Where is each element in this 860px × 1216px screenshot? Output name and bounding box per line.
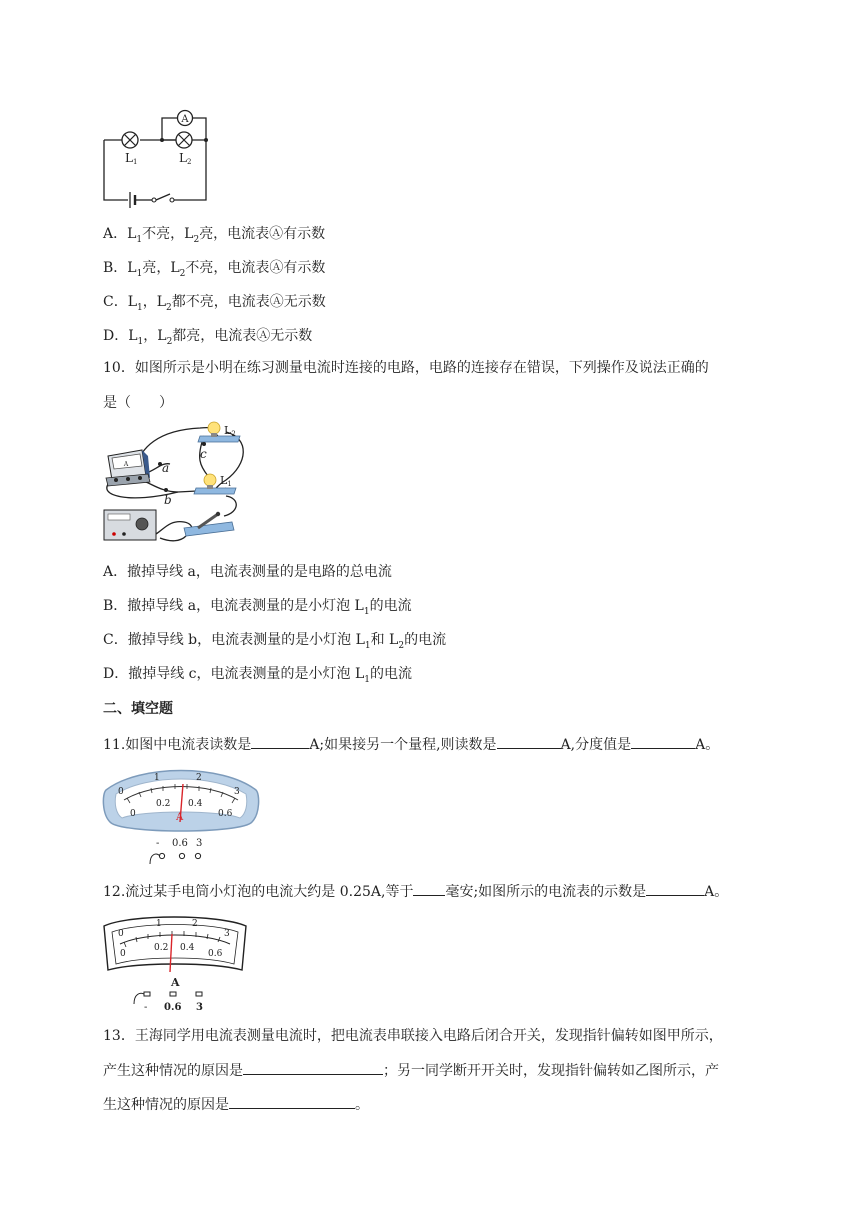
q10-option-a[interactable]: A．撤掉导线 a，电流表测量的是电路的总电流 xyxy=(103,564,392,580)
svg-text:3: 3 xyxy=(234,787,240,797)
svg-text:L1: L1 xyxy=(220,474,232,488)
svg-text:3: 3 xyxy=(196,1002,203,1013)
svg-text:L2: L2 xyxy=(224,424,236,438)
svg-text:-: - xyxy=(144,1002,148,1013)
svg-text:0: 0 xyxy=(120,949,126,959)
svg-text:A: A xyxy=(123,461,129,468)
q11-blank-2[interactable] xyxy=(497,734,561,749)
svg-text:A: A xyxy=(181,114,189,125)
circuit-photo-q10 xyxy=(100,418,250,550)
q12-stem: 12.流过某手电筒小灯泡的电流大约是 0.25A,等于 毫安;如图所示的电流表的示数是 A。 xyxy=(103,881,728,902)
q13-blank-1[interactable] xyxy=(243,1060,383,1075)
svg-text:1: 1 xyxy=(154,773,160,783)
svg-text:0.4: 0.4 xyxy=(180,943,195,953)
ammeter-figure-q11 xyxy=(100,760,262,868)
svg-text:1: 1 xyxy=(156,919,162,929)
ammeter-figure-q12 xyxy=(100,906,250,1014)
svg-text:2: 2 xyxy=(192,919,198,929)
q12-blank-1[interactable] xyxy=(413,881,445,896)
q13-blank-2[interactable] xyxy=(229,1094,355,1109)
svg-text:0.2: 0.2 xyxy=(156,799,171,809)
svg-text:0: 0 xyxy=(118,929,124,939)
svg-text:0: 0 xyxy=(118,787,124,797)
svg-text:0.6: 0.6 xyxy=(164,1002,182,1013)
q10-stem-line2: 是（ ） xyxy=(103,395,173,411)
q11-blank-3[interactable] xyxy=(631,734,695,749)
lamp-l1-icon xyxy=(122,132,138,148)
svg-text:-: - xyxy=(156,838,160,849)
svg-text:0.6: 0.6 xyxy=(208,949,223,959)
svg-text:3: 3 xyxy=(224,929,230,939)
q10-stem-line1: 10．如图所示是小明在练习测量电流时连接的电路，电路的连接存在错误，下列操作及说法正确的 xyxy=(103,360,709,376)
svg-text:2: 2 xyxy=(196,773,202,783)
q10-option-c[interactable]: C．撤掉导线 b，电流表测量的是小灯泡 $L_1$和 $L_2$的电流 xyxy=(103,632,447,651)
svg-text:A: A xyxy=(171,976,180,989)
ammeter-device-icon xyxy=(106,450,150,486)
svg-text:0.4: 0.4 xyxy=(188,799,203,809)
circuit-figure-q9 xyxy=(100,104,212,212)
ammeter-icon xyxy=(178,111,193,126)
q13-stem-line1: 13．王海同学用电流表测量电流时，把电流表串联接入电路后闭合开关，发现指针偏转如图甲所示， xyxy=(103,1028,723,1044)
q9-option-c[interactable]: C．$L_1$，$L_2$都不亮，电流表Ⓐ无示数 xyxy=(103,294,326,313)
svg-text:3: 3 xyxy=(196,838,203,849)
svg-text:a: a xyxy=(162,461,170,475)
q10-option-d[interactable]: D．撤掉导线 c，电流表测量的是小灯泡 $L_1$的电流 xyxy=(103,666,412,685)
battery-icon xyxy=(130,192,135,208)
section-heading-fill-in: 二、填空题 xyxy=(103,701,173,717)
svg-text:c: c xyxy=(200,447,207,461)
q12-blank-2[interactable] xyxy=(646,881,704,896)
q13-stem-line2: 产生这种情况的原因是 ；另一同学断开开关时，发现指针偏转如乙图所示，产 xyxy=(103,1060,719,1081)
switch-icon xyxy=(152,198,156,202)
q10-option-b[interactable]: B．撤掉导线 a，电流表测量的是小灯泡 $L_1$的电流 xyxy=(103,598,412,617)
svg-text:b: b xyxy=(164,493,172,507)
q13-stem-line3: 生这种情况的原因是 。 xyxy=(103,1094,369,1115)
svg-text:0.6: 0.6 xyxy=(172,838,188,849)
q11-stem: 11.如图中电流表读数是 A;如果接另一个量程,则读数是 A,分度值是 A。 xyxy=(103,734,719,755)
power-supply-icon xyxy=(104,510,156,540)
svg-text:0.6: 0.6 xyxy=(218,809,233,819)
svg-text:0.2: 0.2 xyxy=(154,943,169,953)
lamp-l2-icon xyxy=(176,132,192,148)
q11-blank-1[interactable] xyxy=(251,734,309,749)
terminal-icons xyxy=(150,853,201,864)
svg-text:A: A xyxy=(176,812,184,823)
svg-text:0: 0 xyxy=(130,809,136,819)
svg-text:L2: L2 xyxy=(179,151,192,166)
svg-text:L1: L1 xyxy=(125,151,138,166)
q9-option-a[interactable]: A．$L_1$不亮，$L_2$亮，电流表Ⓐ有示数 xyxy=(103,226,326,245)
q9-option-d[interactable]: D．$L_1$，$L_2$都亮，电流表Ⓐ无示数 xyxy=(103,328,313,347)
q9-option-b[interactable]: B．$L_1$亮，$L_2$不亮，电流表Ⓐ有示数 xyxy=(103,260,326,279)
